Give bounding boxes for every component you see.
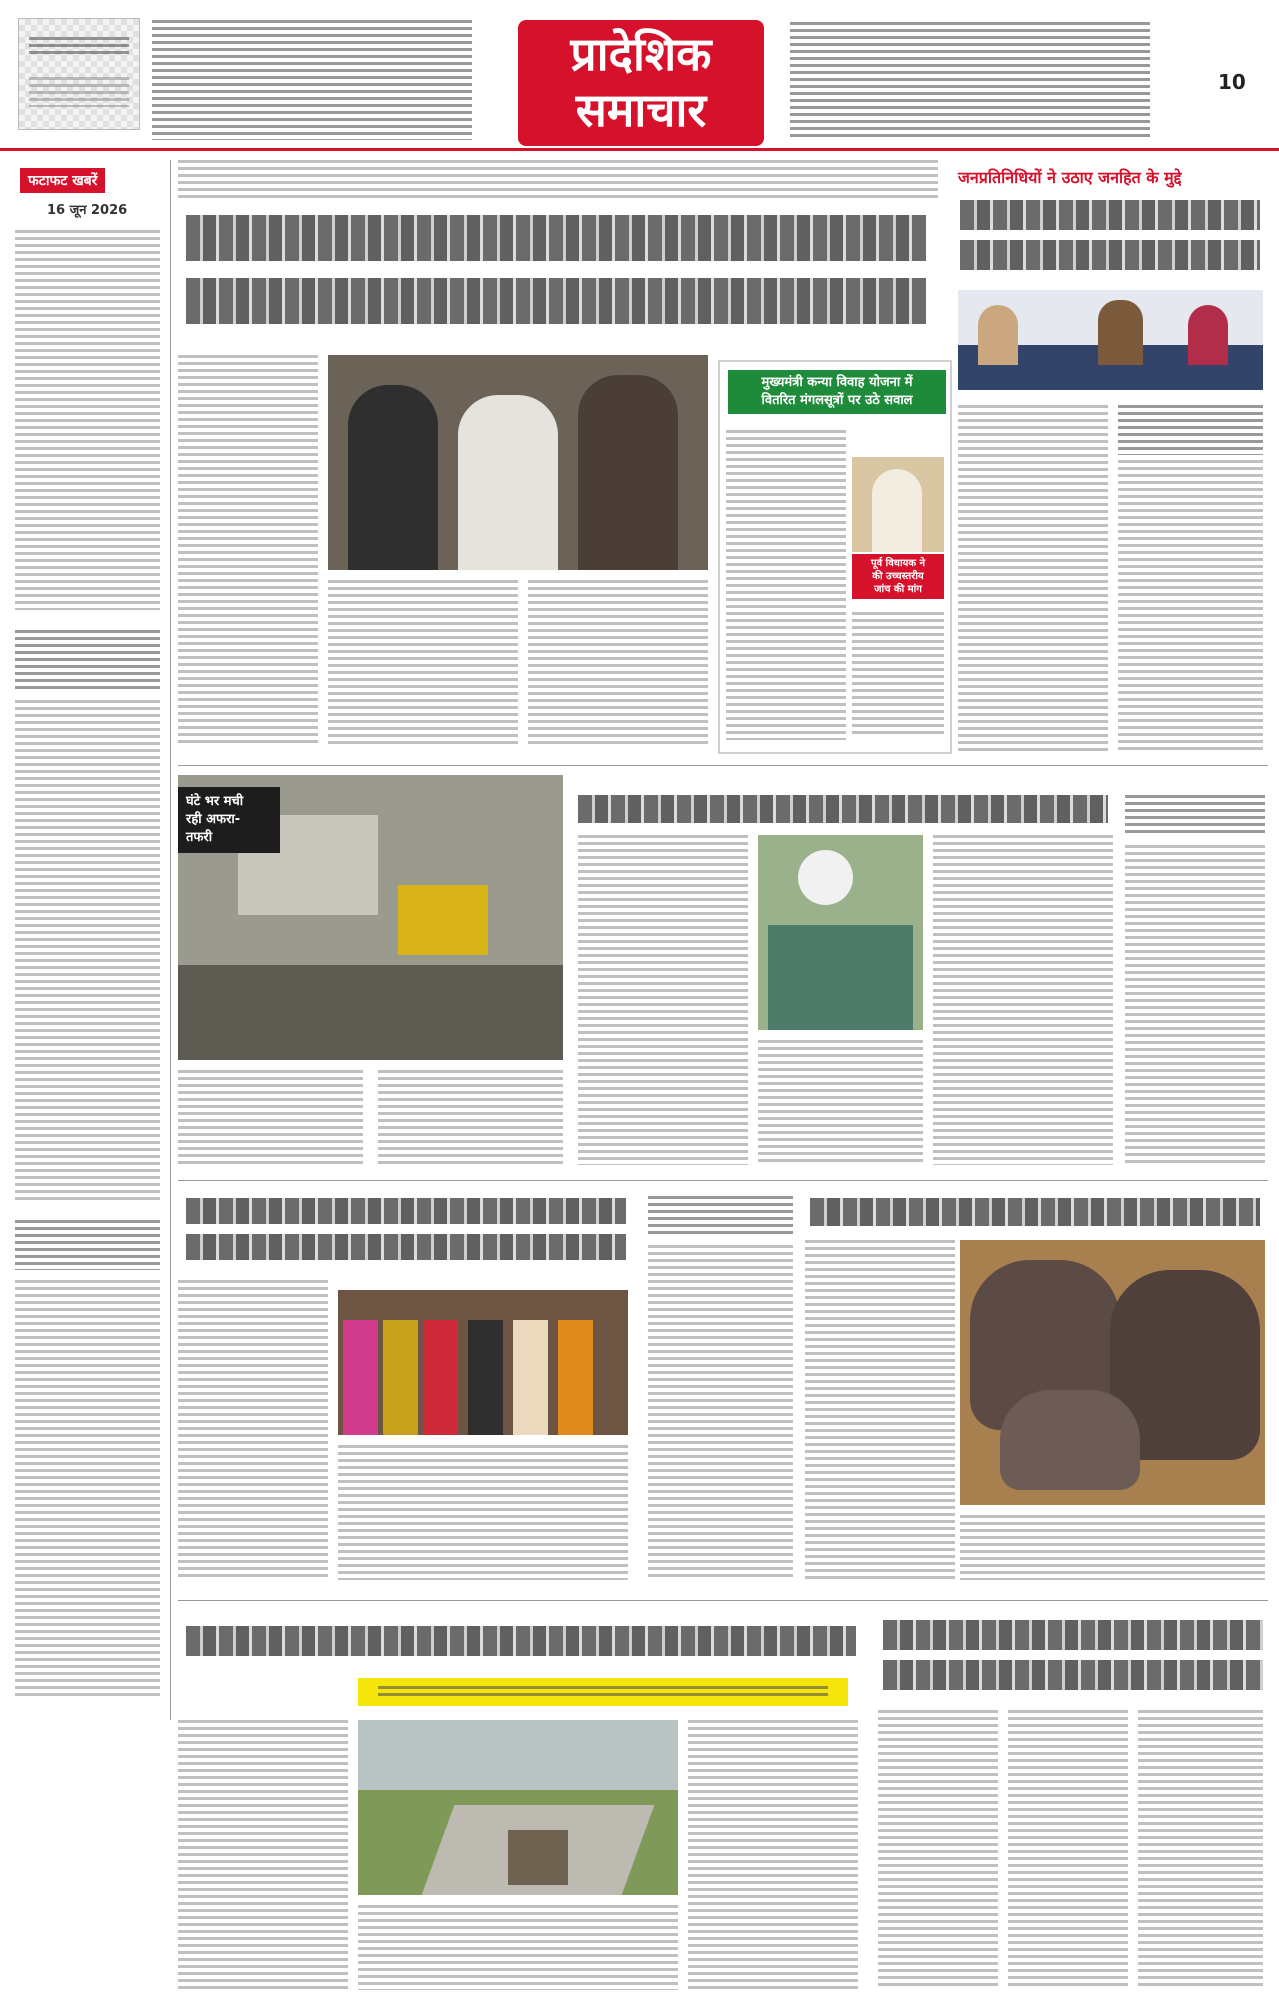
- kanya-vivah-caption: मुख्यमंत्री कन्या विवाह योजना में वितरित मंगलसूत्रों पर उठे सवाल: [728, 370, 946, 414]
- left-briefs-column: [15, 160, 165, 1720]
- lead-photo: [328, 355, 708, 570]
- briefs-tag: फटाफट खबरें: [20, 168, 105, 193]
- ex-mla-photo: [852, 457, 944, 552]
- ghante-caption: घंटे भर मची रही अफरा- तफरी: [178, 787, 280, 853]
- masthead-right-text: [790, 22, 1150, 140]
- middle-story: [578, 775, 1118, 1170]
- group-photo: [758, 835, 923, 1030]
- newspaper-logo: [18, 18, 140, 130]
- women-group-photo: [338, 1290, 628, 1435]
- masthead-rule: [0, 148, 1279, 151]
- elephant-photo: [960, 1240, 1265, 1505]
- meeting-photo: [958, 290, 1263, 390]
- narrow-story: [648, 1190, 798, 1590]
- women-group-story: [178, 1190, 638, 1590]
- masthead-intro-text: [152, 20, 472, 140]
- jan-pratinidhi-story: [958, 160, 1268, 770]
- lead-headline-line1: [186, 215, 926, 261]
- section-title-line1: प्रादेशिक: [570, 27, 712, 81]
- road-story: [178, 1610, 868, 2000]
- jcb-photo-story: [178, 775, 568, 1170]
- section-divider: [178, 765, 1268, 766]
- kanya-vivah-story: [718, 360, 952, 754]
- elephant-story: [805, 1190, 1268, 1590]
- briefs-date: 16 जून 2026: [47, 203, 128, 218]
- section-title-line2: समाचार: [575, 83, 707, 137]
- ex-mla-caption: पूर्व विधायक ने की उच्चस्तरीय जांच की मांग: [852, 554, 944, 599]
- lead-headline-line2: [186, 278, 926, 324]
- road-photo: [358, 1720, 678, 1895]
- bottom-right-story: [878, 1610, 1268, 2000]
- right-brief-story: [1125, 775, 1268, 1170]
- section-badge: [518, 20, 764, 146]
- jan-pratinidhi-heading: जनप्रतिनिधियों ने उठाए जनहित के मुद्दे: [958, 168, 1182, 187]
- page-number: 10: [1218, 70, 1246, 94]
- road-highlight-caption: [358, 1678, 848, 1706]
- column-divider: [170, 160, 171, 1720]
- masthead: [0, 0, 1279, 150]
